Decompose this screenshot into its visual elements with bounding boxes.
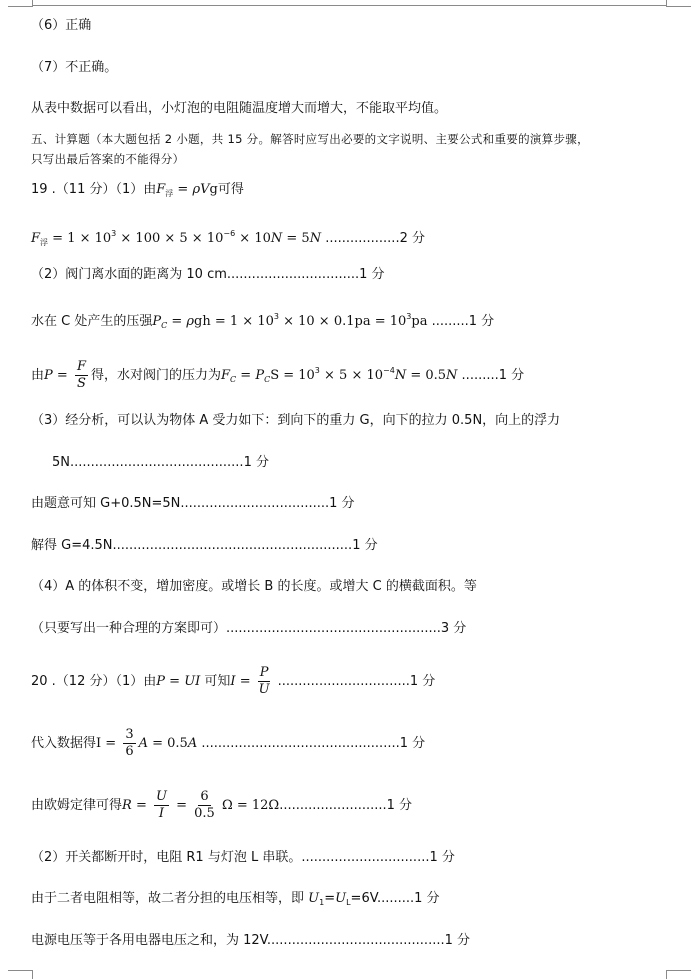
formula-N: N [446,368,458,383]
formula-P: P [44,368,53,383]
formula-eq: = [165,674,185,689]
formula-text: × 5 × 10 [319,368,384,383]
leader-dots: .................................... [180,496,330,511]
fraction-denominator: 6 [125,744,134,759]
formula-I: I [96,736,102,751]
fraction-numerator: U [155,789,167,804]
formula-eq: = [52,368,72,383]
equation-text: 由题意可知 G+0.5N=5N [31,496,181,511]
formula-sub: 浮 [40,238,49,247]
fraction-numerator: P [259,665,269,680]
score: 1 分 [329,496,355,511]
formula-F: F [220,368,231,383]
score: 1 分 [429,850,455,865]
formula-text: = 0.5 [148,736,188,751]
supply-text: 电源电压等于各用电器电压之和，为 12V [31,933,267,948]
pressure-prefix: 水在 C 处产生的压强 [31,314,153,329]
formula-eq: = [173,182,193,197]
formula-U: U [335,891,347,906]
leader-dots: ................................................ [197,736,400,751]
page-corner-mark-top-right [666,0,691,7]
fraction-numerator: 6 [200,789,209,804]
q20-supply-voltage [31,932,470,950]
fraction-denominator: I [158,806,165,821]
ohm-prefix: 由欧姆定律可得 [31,798,123,813]
leader-dots: .................................................... [226,621,441,636]
score: 1 分 [409,674,436,689]
formula-sub: C [264,375,271,384]
formula-N: N [309,231,322,246]
formula-eq: = [235,674,255,689]
q19-pressure-calc [31,308,494,335]
formula-F: F [31,231,41,246]
leader-dots: ........................................... [266,933,445,948]
score: 1 分 [359,267,385,282]
formula-P: P [152,314,162,329]
solution-text: 解得 G=4.5N [31,538,113,553]
force-mid: 得，水对阀门的压力为 [90,368,221,383]
formula-I: I [230,674,236,689]
part-4-note: （只要写出一种合理的方案即可） [31,621,227,636]
formula-F: F [156,182,166,197]
formula-sub: 浮 [165,189,174,198]
leader-dots: .................. [321,231,400,246]
fraction-numerator: 3 [125,727,134,742]
fraction-P-over-U [258,665,271,698]
substitution-prefix: 代入数据得 [31,736,97,751]
fraction-denominator: 0.5 [194,806,215,821]
formula-text: =6V [350,891,377,906]
formula-text: = [236,368,256,383]
part-3-value: 5N [52,455,70,470]
formula-text: × 10 [235,231,271,246]
q19-part-4-line-2 [31,620,466,638]
formula-A: A [138,736,148,751]
formula-exp: 3 [273,312,279,321]
formula-text: gh = 1 × 10 [194,314,274,329]
q20-equal-voltage [31,890,440,912]
fraction-denominator: S [77,376,86,391]
score: 1 分 [243,455,269,470]
leader-dots: .......................... [279,798,387,813]
leader-dots: ................................ [226,267,360,282]
formula-U: U [308,891,320,906]
formula-text: Ω = 12Ω [217,798,280,813]
formula-sub: C [161,321,168,330]
page-corner-mark-bottom-left [8,970,33,979]
formula-text: pa [411,314,428,329]
fraction-3-over-6 [123,727,135,760]
formula-rho: ρ [186,314,195,329]
formula-sub: C [230,375,237,384]
formula-g: g [209,182,218,197]
q19-part-3-line-2 [52,454,269,472]
formula-text: = 5 [282,231,310,246]
score: 2 分 [399,231,425,246]
q19-part-3-line-1: （3）经分析，可以认为物体 A 受力如下：到向下的重力 G，向下的拉力 0.5N，向上的浮力 [31,413,561,428]
fraction-F-over-S [75,359,88,392]
formula-text: S = 10 [270,368,315,383]
section-title-line-1: 五、计算题（本大题包括 2 小题，共 15 分。解答时应写出必要的文字说明、主要公式和重要的演算步骤， [31,132,589,146]
answer-7: （7）不正确。 [31,60,118,75]
formula-sub: 1 [319,898,325,907]
formula-A: A [187,736,198,751]
score: 1 分 [352,538,378,553]
force-prefix: 由 [31,368,45,383]
formula-N: N [270,231,283,246]
equal-prefix: 由于二者电阻相等，故二者分担的电压相等，即 [31,891,309,906]
leader-dots: ......... [427,314,469,329]
q20-ohm-law [31,786,412,826]
leader-dots: ................................ [273,674,410,689]
formula-exp: 3 [406,312,412,321]
leader-dots: .......................................... [70,455,244,470]
q19-buoyancy-calc [31,225,425,252]
formula-exp: 3 [314,366,320,375]
header-rule [32,5,667,6]
answer-6: （6）正确 [31,18,92,33]
score: 1 分 [414,891,440,906]
leader-dots: ......... [457,368,499,383]
q19-header-prefix: 19 .（11 分）（1）由 [31,182,157,197]
section-title-line-2: 只写出最后答案的不能得分） [31,152,185,166]
score: 1 分 [399,736,426,751]
fraction-6-over-0.5 [194,789,215,822]
formula-sub: L [346,898,351,907]
formula-exp: −6 [223,229,236,238]
q20-substitution [31,724,425,764]
formula-rho-V: ρV [192,182,210,197]
score: 1 分 [444,933,471,948]
formula-R: R [122,798,132,813]
formula-exp: 3 [111,229,117,238]
q20-header-prefix: 20 .（12 分）（1）由 [31,674,157,689]
score: 1 分 [468,314,495,329]
fraction-denominator: U [258,682,270,697]
score: 1 分 [386,798,413,813]
formula-P: P [255,368,265,383]
q19-solution [31,537,378,555]
formula-text: = [167,314,187,329]
formula-N: N [394,368,407,383]
leader-dots: .......................................................... [112,538,353,553]
score: 3 分 [440,621,467,636]
formula-eq: = [171,798,192,813]
answer-7-explanation: 从表中数据可以看出，小灯泡的电阻随温度增大而增大，不能取平均值。 [31,101,448,116]
formula-UI: UI [184,674,201,689]
q20-header [31,662,435,702]
q19-force-calc [31,351,524,400]
formula-text: = [324,891,336,906]
leader-dots: ......... [376,891,415,906]
formula-text: = 0.5 [406,368,447,383]
q20-part-2 [31,849,455,867]
formula-eq: = [131,798,151,813]
page-corner-mark-bottom-right [666,970,691,979]
page-corner-mark-top-left [8,0,33,7]
formula-text: × 10 × 0.1pa = 10 [278,314,407,329]
q20-header-mid: 可知 [200,674,231,689]
leader-dots: ............................... [301,850,430,865]
formula-text: × 100 × 5 × 10 [116,231,224,246]
q19-equation [31,495,355,513]
q19-part-2 [31,266,385,284]
fraction-U-over-I [154,789,169,822]
formula-exp: −4 [383,366,395,375]
q19-part-2-text: （2）阀门离水面的距离为 10 cm [31,267,227,282]
formula-P: P [156,674,166,689]
formula-eq: = [101,736,121,751]
fraction-numerator: F [76,359,86,374]
q19-part-4-line-1: （4）A 的体积不变，增加密度。或增长 B 的长度。或增大 C 的横截面积。等 [31,579,477,594]
formula-text: = 1 × 10 [48,231,112,246]
part-2-text: （2）开关都断开时，电阻 R1 与灯泡 L 串联。 [31,850,302,865]
q19-header [31,181,244,203]
q19-header-suffix: 可得 [217,182,244,197]
score: 1 分 [498,368,525,383]
